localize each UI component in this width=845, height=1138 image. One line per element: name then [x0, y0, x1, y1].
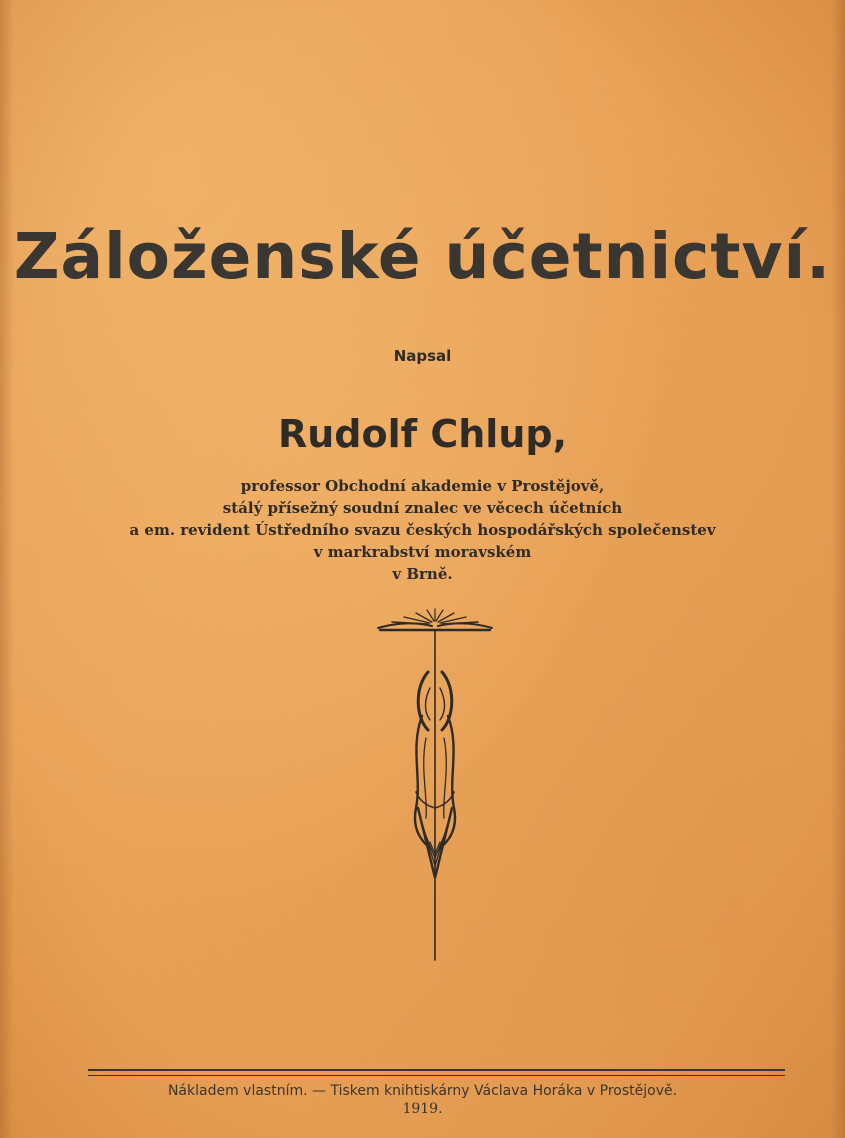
art-nouveau-vignette-icon	[370, 608, 500, 964]
publisher-imprint: Nákladem vlastním. — Tiskem knihtiskárny Václava Horáka v Prostějově.	[167, 1083, 678, 1099]
credential-line: v markrabství moravském	[313, 543, 532, 561]
author-name: Rudolf Chlup,	[277, 412, 568, 456]
credential-line: a em. revident Ústředního svazu českých hospodářských společenstev	[129, 521, 716, 539]
credential-line: professor Obchodní akademie v Prostějově,	[240, 477, 605, 495]
footer-rule-thick	[88, 1069, 785, 1071]
footer-rule-thin	[88, 1075, 785, 1076]
credential-line: stálý přísežný soudní znalec ve věcech účetních	[222, 499, 623, 517]
credential-line: v Brně.	[392, 565, 453, 583]
book-title: Záloženské účetnictví.	[13, 220, 832, 293]
author-credentials	[0, 475, 845, 585]
byline: Napsal	[393, 347, 452, 365]
publication-year: 1919.	[402, 1101, 443, 1117]
